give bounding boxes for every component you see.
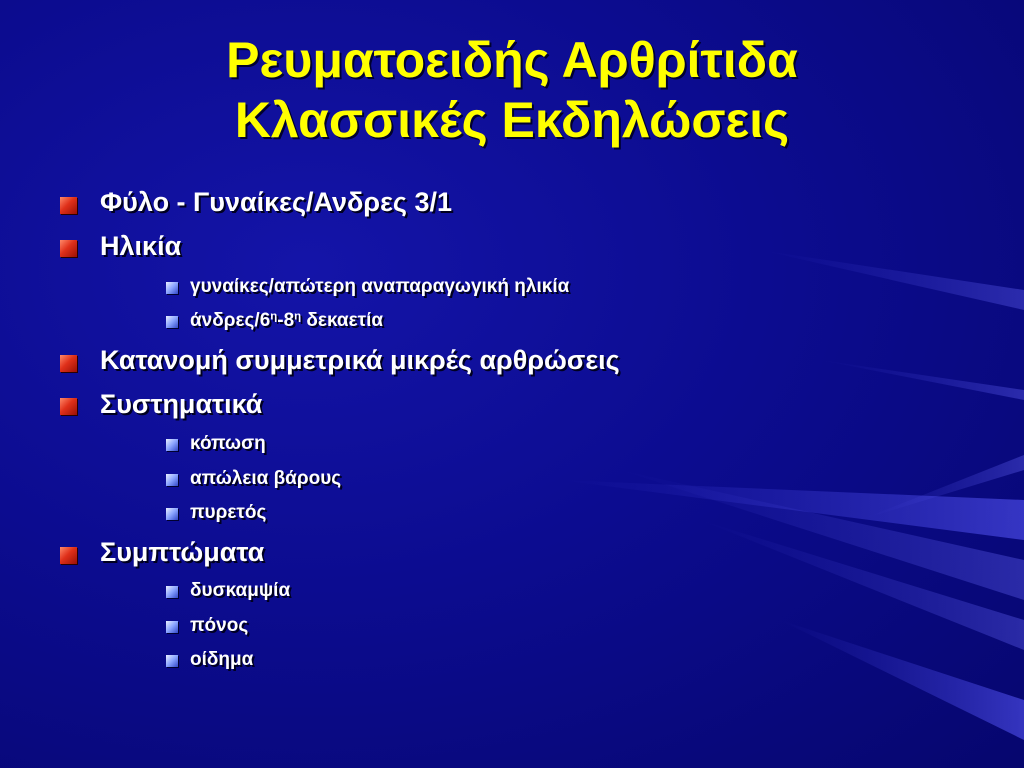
red-square-bullet-icon [60, 240, 77, 257]
list-item-systemic: Συστηματικά [100, 389, 263, 419]
blue-square-bullet-icon [166, 474, 178, 486]
sub-item-age-men: άνδρες/$6^\eta-8^\eta$ δεκαετία [190, 310, 384, 331]
sub-item-fatigue: κόπωση [190, 433, 266, 454]
sub-item-weight-loss: απώλεια βάρους [190, 468, 342, 489]
list-item-symptoms: Συμπτώματα [100, 537, 265, 567]
red-square-bullet-icon [60, 547, 77, 564]
title-line-2: Κλασσικές Εκδηλώσεις [234, 92, 790, 148]
list-item-age: Ηλικία [100, 231, 182, 261]
blue-square-bullet-icon [166, 282, 178, 294]
sub-item-swelling: οίδημα [190, 649, 254, 670]
blue-square-bullet-icon [166, 655, 178, 667]
red-square-bullet-icon [60, 355, 77, 372]
sub-item-stiffness: δυσκαμψία [190, 580, 291, 601]
blue-square-bullet-icon [166, 439, 178, 451]
blue-square-bullet-icon [166, 508, 178, 520]
blue-square-bullet-icon [166, 316, 178, 328]
red-square-bullet-icon [60, 398, 77, 415]
title-line-1: Ρευματοειδής Αρθρίτιδα [226, 32, 798, 88]
sub-item-age-women: γυναίκες/απώτερη αναπαραγωγική ηλικία [190, 276, 570, 297]
blue-square-bullet-icon [166, 586, 178, 598]
list-item-distribution: Κατανομή συμμετρικά μικρές αρθρώσεις [100, 345, 620, 375]
sub-item-fever: πυρετός [190, 502, 267, 523]
blue-square-bullet-icon [166, 621, 178, 633]
red-square-bullet-icon [60, 197, 77, 214]
list-item-sex: Φύλο - Γυναίκες/Ανδρες 3/1 [100, 187, 453, 217]
sub-item-pain: πόνος [190, 615, 249, 636]
